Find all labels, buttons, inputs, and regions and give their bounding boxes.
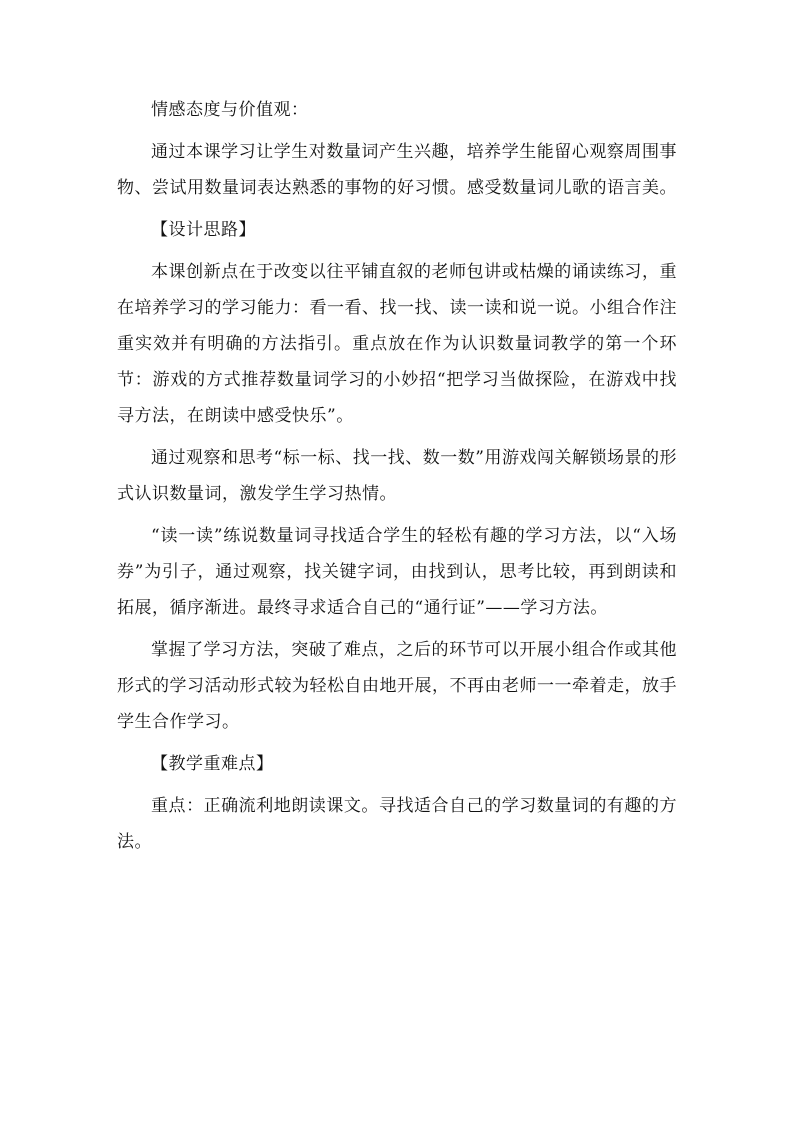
document-body [117, 92, 677, 866]
paragraph-observation: 通过观察和思考“标一标、找一找、数一数”用游戏闯关解锁场景的形式认识数量词，激发学生学习热情。 [117, 448, 677, 504]
paragraph-attitude-title: 情感态度与价值观： [151, 100, 309, 120]
heading-design-idea: 【设计思路】 [151, 220, 256, 240]
paragraph-attitude-body: 通过本课学习让学生对数量词产生兴趣，培养学生能留心观察周围事物、尝试用数量词表达熟悉的事物的好习惯。感受数量词儿歌的语言美。 [117, 142, 677, 198]
heading-key-difficulties: 【教学重难点】 [151, 754, 274, 774]
paragraph-design-innovation: 本课创新点在于改变以往平铺直叙的老师包讲或枯燥的诵读练习，重在培养学习的学习能力：看一看、找一找、读一读和说一说。小组合作注重实效并有明确的方法指引。重点放在作为认识数量词教学的第一个环节：游戏的方式推荐数量词学习的小妙招“把学习当做探险，在游戏中找寻方法，在朗读中感受快乐”。 [117, 262, 677, 426]
paragraph-read-practice: “读一读”练说数量词寻找适合学生的轻松有趣的学习方法，以“入场券”为引子，通过观察，找关键字词，由找到认，思考比较，再到朗读和拓展，循序渐进。最终寻求适合自己的“通行证”——学习方法。 [117, 526, 677, 618]
paragraph-key-points: 重点：正确流利地朗读课文。寻找适合自己的学习数量词的有趣的方法。 [117, 796, 677, 852]
paragraph-method-mastery: 掌握了学习方法，突破了难点，之后的环节可以开展小组合作或其他形式的学习活动形式较为轻松自由地开展，不再由老师一一牵着走，放手学生合作学习。 [117, 640, 677, 732]
